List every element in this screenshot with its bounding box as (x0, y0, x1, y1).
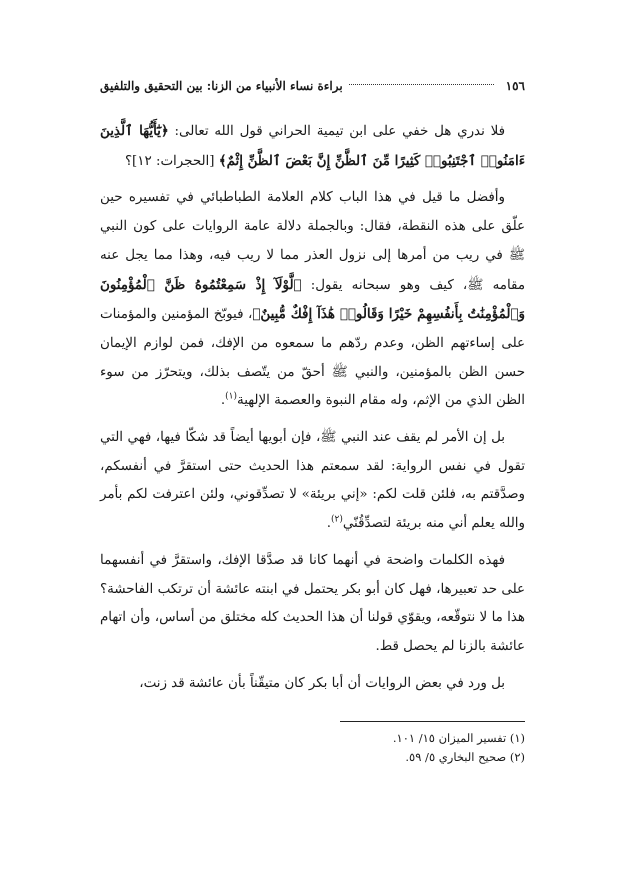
running-header (100, 76, 525, 96)
paragraph (100, 117, 525, 176)
text-segment: . (220, 393, 226, 409)
quran-verse: ﴿لَّوْلَآ إِذْ سَمِعْتُمُوهُ ظَنَّ ٱلْمُؤْمِنُونَ وَٱلْمُؤْمِنَٰتُ بِأَنفُسِهِمْ خَيْرًا وَقَالُوا۟ هَٰذَآ إِفْكٌ مُّبِينٌ﴾ (100, 276, 525, 323)
paragraph (100, 547, 525, 662)
text-segment: بل ورد في بعض الروايات أن أبا بكر كان متيقّناً بأن عائشة قد زنت، (139, 675, 505, 691)
running-title: براءة نساء الأنبياء من الزنا: بين التحقيق والتلفيق (100, 79, 343, 93)
text-segment: بل إن الأمر لم يقف عند النبي ﷺ، فإن أبويها أيضاً قد شكّا فيها، فهي التي تقول في نفس الرواية: لقد سمعتم هذا الحديث حتى استقرَّ في أنفسكم، وصدَّقتم به، فلئن قلت لكم: «إني بريئة» لا تصدِّقوني، ولئن اعترفت لكم بأمر والله يعلم أني منه بريئة لتصدِّقُنّي (100, 430, 525, 532)
footnote-divider (340, 721, 525, 722)
footnote-marker: (١) (225, 391, 238, 402)
paragraph (100, 424, 525, 539)
text-segment: فهذه الكلمات واضحة في أنهما كانا قد صدَّقا الإفك، واستقرَّ في أنفسهما على حد تعبيرها، فهل كان أبو بكر يحتمل في ابنته عائشة أن ترتكب الفاحشة؟ هذا ما لا نتوقّعه، ويقوّي قولنا أن هذا الحديث كله مختلق من أساس، وأن اتهام عائشة بالزنا لم يحصل قط. (100, 552, 525, 654)
main-text (100, 117, 525, 698)
footnote-2: (٢) صحيح البخاري ٥/ ٥٩. (405, 750, 525, 764)
text-segment: فلا ندري هل خفي على ابن تيمية الحراني قول الله تعالى: (168, 124, 505, 139)
text-segment: وأفضل ما قيل في هذا الباب كلام العلامة الطباطبائي في تفسيره حين علّق على هذه النقطة، فقال: وبالجملة دلالة عامة الروايات على كون النبي ﷺ في ريب من أمرها إلى نزول العذر مما لا ريب فيه، وهذا مما يجل عنه مقامه ﷺ، كيف وهو سبحانه يقول: (100, 190, 525, 293)
text-segment: ، فيوبّخ المؤمنين والمؤمنات على إساءتهم الظن، وعدم ردّهم ما سمعوه من الإفك، فمن لوازم الإيمان حسن الظن بالمؤمنين، والنبي ﷺ أحقّ من يتّصف بذلك، ويتحرّز من سوء الظن الذي من الإثم، وله مقام النبوة والعصمة الإلهية (100, 307, 525, 409)
footnote-1: (١) تفسير الميزان ١٥/ ١٠١. (392, 731, 525, 745)
footnotes (100, 729, 525, 767)
paragraph (100, 670, 525, 699)
footnote-marker: (٢) (331, 514, 343, 525)
page-number: ١٥٦ (505, 79, 525, 93)
header-dot-leader (349, 83, 494, 85)
quran-verse: ﴿يَٰٓأَيُّهَا ٱلَّذِينَ ءَامَنُوا۟ ٱجْتَنِبُوا۟ كَثِيرًا مِّنَ ٱلظَّنِّ إِنَّ بَعْضَ ٱلظَّنِّ إِثْمٌ﴾ (100, 123, 525, 169)
paragraph (100, 184, 525, 416)
text-segment: [الحجرات: ١٢]؟ (124, 153, 219, 169)
text-segment: . (326, 516, 331, 532)
